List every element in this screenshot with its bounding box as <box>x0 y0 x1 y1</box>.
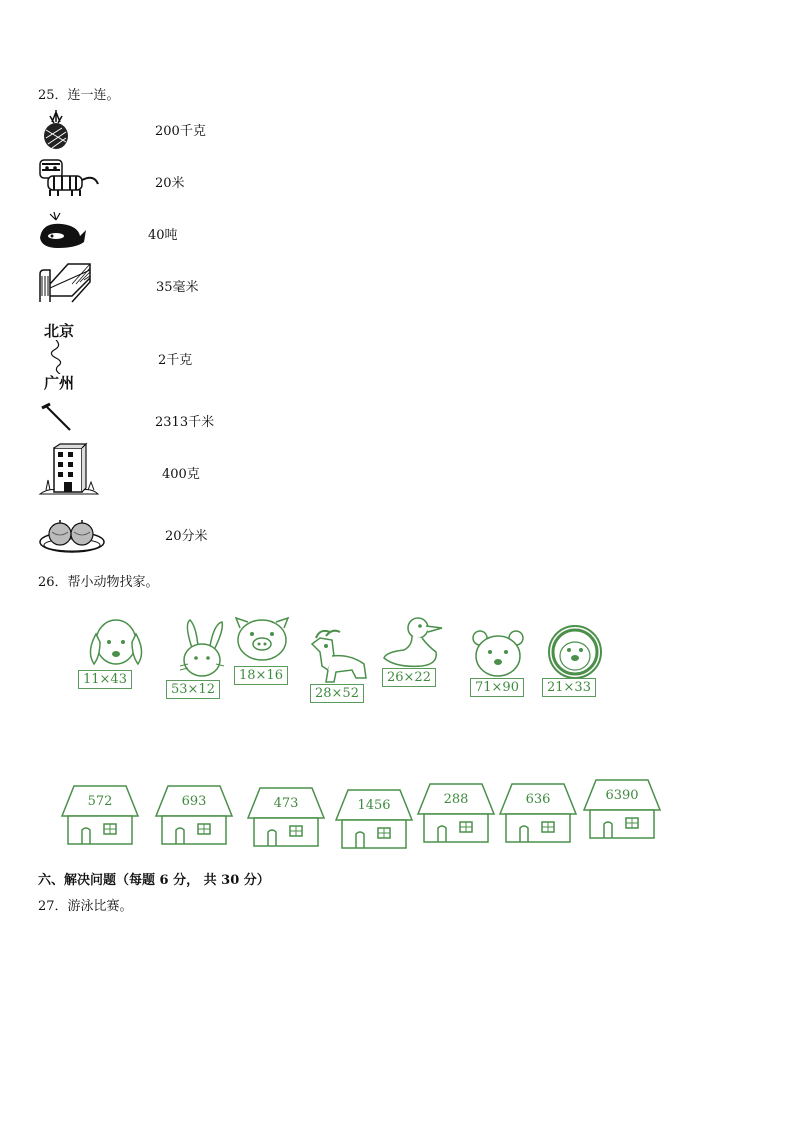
rabbit-icon <box>166 618 242 680</box>
q25-label-1: 200千克 <box>155 124 206 139</box>
animal-expr: 28×52 <box>310 684 364 703</box>
whale-icon <box>36 210 88 250</box>
rabbit-card <box>166 618 242 708</box>
animal-expr: 26×22 <box>382 668 436 687</box>
animal-expr: 71×90 <box>470 678 524 697</box>
duck-card <box>382 614 458 704</box>
map-label-guangzhou: 广州 <box>44 374 75 392</box>
map-label-beijing: 北京 <box>44 322 75 340</box>
q25-label-7: 400克 <box>162 467 200 482</box>
q26-title: 26．帮小动物找家。 <box>38 575 159 590</box>
q25-label-4: 35毫米 <box>156 280 199 295</box>
q25-title: 25．连一连。 <box>38 88 120 103</box>
q25-label-3: 40吨 <box>148 228 178 243</box>
monkey-card <box>540 622 616 712</box>
q25-label-6: 2313千米 <box>155 415 215 430</box>
house-number: 1456 <box>357 798 391 813</box>
dog-icon <box>78 612 154 674</box>
house-number: 288 <box>443 792 469 807</box>
house <box>60 784 140 846</box>
goat-icon <box>306 626 376 688</box>
q25-label-2: 20米 <box>155 176 185 191</box>
house-number: 636 <box>525 792 551 807</box>
map-route-icon <box>44 340 74 374</box>
house-number: 6390 <box>605 788 639 803</box>
section-6-title: 六、解决问题（每题 6 分， 共 30 分） <box>38 873 270 888</box>
q25-label-8: 20分米 <box>165 529 208 544</box>
pig-card <box>232 614 308 704</box>
animal-expr: 53×12 <box>166 680 220 699</box>
goat-card <box>306 626 382 716</box>
q25-label-5: 2千克 <box>158 353 193 368</box>
fruit-plate-icon <box>38 514 106 554</box>
house-number: 693 <box>181 794 207 809</box>
nail-icon <box>40 402 74 432</box>
bear-icon <box>468 628 528 680</box>
pig-icon <box>232 614 292 664</box>
house <box>582 778 662 840</box>
house <box>416 782 496 844</box>
house-number: 473 <box>273 796 299 811</box>
house-number: 572 <box>87 794 113 809</box>
duck-icon <box>382 614 452 670</box>
q27-title: 27．游泳比赛。 <box>38 899 133 914</box>
house <box>246 786 326 848</box>
animal-expr: 18×16 <box>234 666 288 685</box>
house <box>154 784 234 846</box>
house <box>334 788 414 850</box>
pineapple-icon <box>38 110 74 150</box>
animal-expr: 11×43 <box>78 670 132 689</box>
bed-icon <box>38 262 92 304</box>
animal-expr: 21×33 <box>542 678 596 697</box>
tiger-icon <box>36 158 102 198</box>
monkey-icon <box>540 622 610 680</box>
bear-card <box>468 628 544 718</box>
house <box>498 782 578 844</box>
dog-card <box>78 612 154 702</box>
building-icon <box>38 442 100 496</box>
